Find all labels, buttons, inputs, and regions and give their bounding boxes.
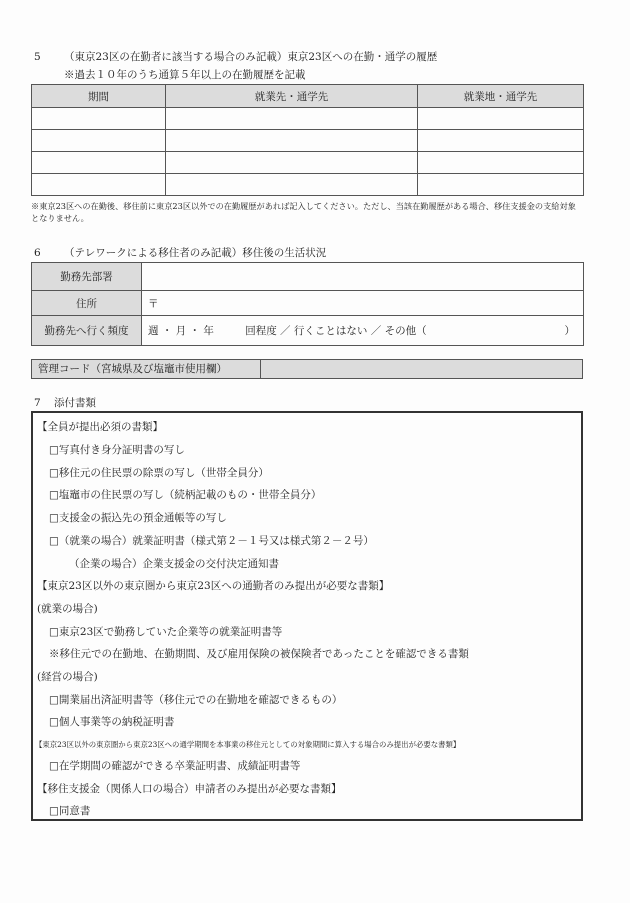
frequency-other-close: ）: [564, 325, 575, 337]
section-7-number: 7: [34, 397, 41, 409]
group-heading-related-population: 【移住支援金（関係人口の場合）申請者のみ提出が必要な書類】: [37, 783, 342, 795]
section-7-title: 添付書類: [54, 397, 96, 409]
department-field[interactable]: [142, 263, 584, 291]
period-cell[interactable]: [32, 152, 166, 174]
checklist-item[interactable]: □個人事業等の納税証明書: [49, 716, 175, 728]
section-6-number: 6: [34, 247, 41, 259]
frequency-field[interactable]: [142, 316, 584, 346]
employer-cell[interactable]: [166, 130, 418, 152]
section-6-heading: [34, 245, 326, 260]
employer-cell[interactable]: [166, 108, 418, 130]
section-5-note: ※過去１０年のうち通算５年以上の在勤履歴を記載: [64, 69, 306, 81]
table-header-row: [32, 85, 584, 108]
checklist-item[interactable]: □写真付き身分証明書の写し: [49, 444, 185, 456]
section-5-number: 5: [34, 51, 41, 63]
checklist-item[interactable]: □東京23区で勤務していた企業等の就業証明書等: [49, 626, 283, 638]
table-row: [32, 291, 584, 316]
period-cell[interactable]: [32, 174, 166, 196]
table-row: [32, 130, 584, 152]
column-header-employer: 就業先・通学先: [166, 85, 418, 108]
frequency-units[interactable]: 週 ・ 月 ・ 年: [148, 325, 214, 337]
work-history-table: [31, 84, 584, 196]
checklist-item[interactable]: □（就業の場合）就業証明書（様式第２－１号又は様式第２－２号）: [49, 535, 374, 547]
checklist-item[interactable]: □開業届出済証明書等（移住元での在勤地を確認できるもの）: [49, 694, 343, 706]
address-field[interactable]: 〒: [142, 291, 584, 316]
checklist-item[interactable]: □同意書: [49, 805, 91, 817]
period-cell[interactable]: [32, 130, 166, 152]
case-label-employment: (就業の場合): [37, 603, 98, 615]
address-label: 住所: [32, 291, 142, 316]
department-label: 勤務先部署: [32, 263, 142, 291]
location-cell[interactable]: [418, 174, 584, 196]
checklist-item[interactable]: □支援金の振込先の預金通帳等の写し: [49, 512, 227, 524]
checklist-item[interactable]: □移住元の住民票の除票の写し（世帯全員分）: [49, 467, 269, 479]
frequency-other[interactable]: その他（: [384, 325, 427, 337]
checklist-note: ※移住元での在勤地、在勤期間、及び雇用保険の被保険者であったことを確認できる書類: [49, 648, 469, 660]
management-code-field: [261, 360, 582, 378]
section-7-heading: [34, 395, 96, 410]
checklist-subitem: （企業の場合）企業支援金の交付決定通知書: [69, 558, 279, 570]
group-heading-commuter: 【東京23区以外の東京圏から東京23区への通勤者のみ提出が必要な書類】: [37, 580, 390, 592]
living-status-table: [31, 262, 584, 346]
section-5-heading: [34, 49, 437, 64]
table-row: [32, 174, 584, 196]
employer-cell[interactable]: [166, 174, 418, 196]
checklist-item[interactable]: □在学期間の確認ができる卒業証明書、成績証明書等: [49, 760, 301, 772]
separator: ／: [370, 325, 382, 337]
group-heading-required: 【全員が提出必須の書類】: [37, 421, 163, 433]
checklist-item[interactable]: □塩竈市の住民票の写し（続柄記載のもの・世帯全員分）: [49, 489, 322, 501]
group-heading-school: 【東京23区以外の東京圏から東京23区への通学期間を本事業の移住元としての対象期間に算入する場合のみ提出が必要な書類】: [35, 740, 461, 749]
separator: ／: [280, 325, 291, 337]
period-cell[interactable]: [32, 108, 166, 130]
section-5-title: （東京23区の在勤者に該当する場合のみ記載）東京23区への在勤・通学の履歴: [64, 51, 438, 63]
management-code-box: [31, 359, 583, 379]
table-row: [32, 152, 584, 174]
employer-cell[interactable]: [166, 152, 418, 174]
location-cell[interactable]: [418, 152, 584, 174]
table-row: [32, 316, 584, 346]
column-header-location: 就業地・通学先: [418, 85, 584, 108]
frequency-label: 勤務先へ行く頻度: [32, 316, 142, 346]
management-code-label: 管理コード（宮城県及び塩竈市使用欄）: [32, 360, 261, 378]
case-label-management: (経営の場合): [37, 671, 98, 683]
table-row: [32, 263, 584, 291]
frequency-times: 回程度: [245, 325, 277, 337]
section-5-footnote: ※東京23区への在勤後、移住前に東京23区以外での在勤履歴があれば記入してください。ただし、当該在勤履歴がある場合、移住支援金の支給対象となりません。: [31, 201, 576, 223]
location-cell[interactable]: [418, 108, 584, 130]
column-header-period: 期間: [32, 85, 166, 108]
frequency-never[interactable]: 行くことはない: [293, 325, 368, 337]
section-6-title: （テレワークによる移住者のみ記載）移住後の生活状況: [64, 247, 327, 259]
table-row: [32, 108, 584, 130]
attachments-box: [31, 411, 583, 821]
location-cell[interactable]: [418, 130, 584, 152]
